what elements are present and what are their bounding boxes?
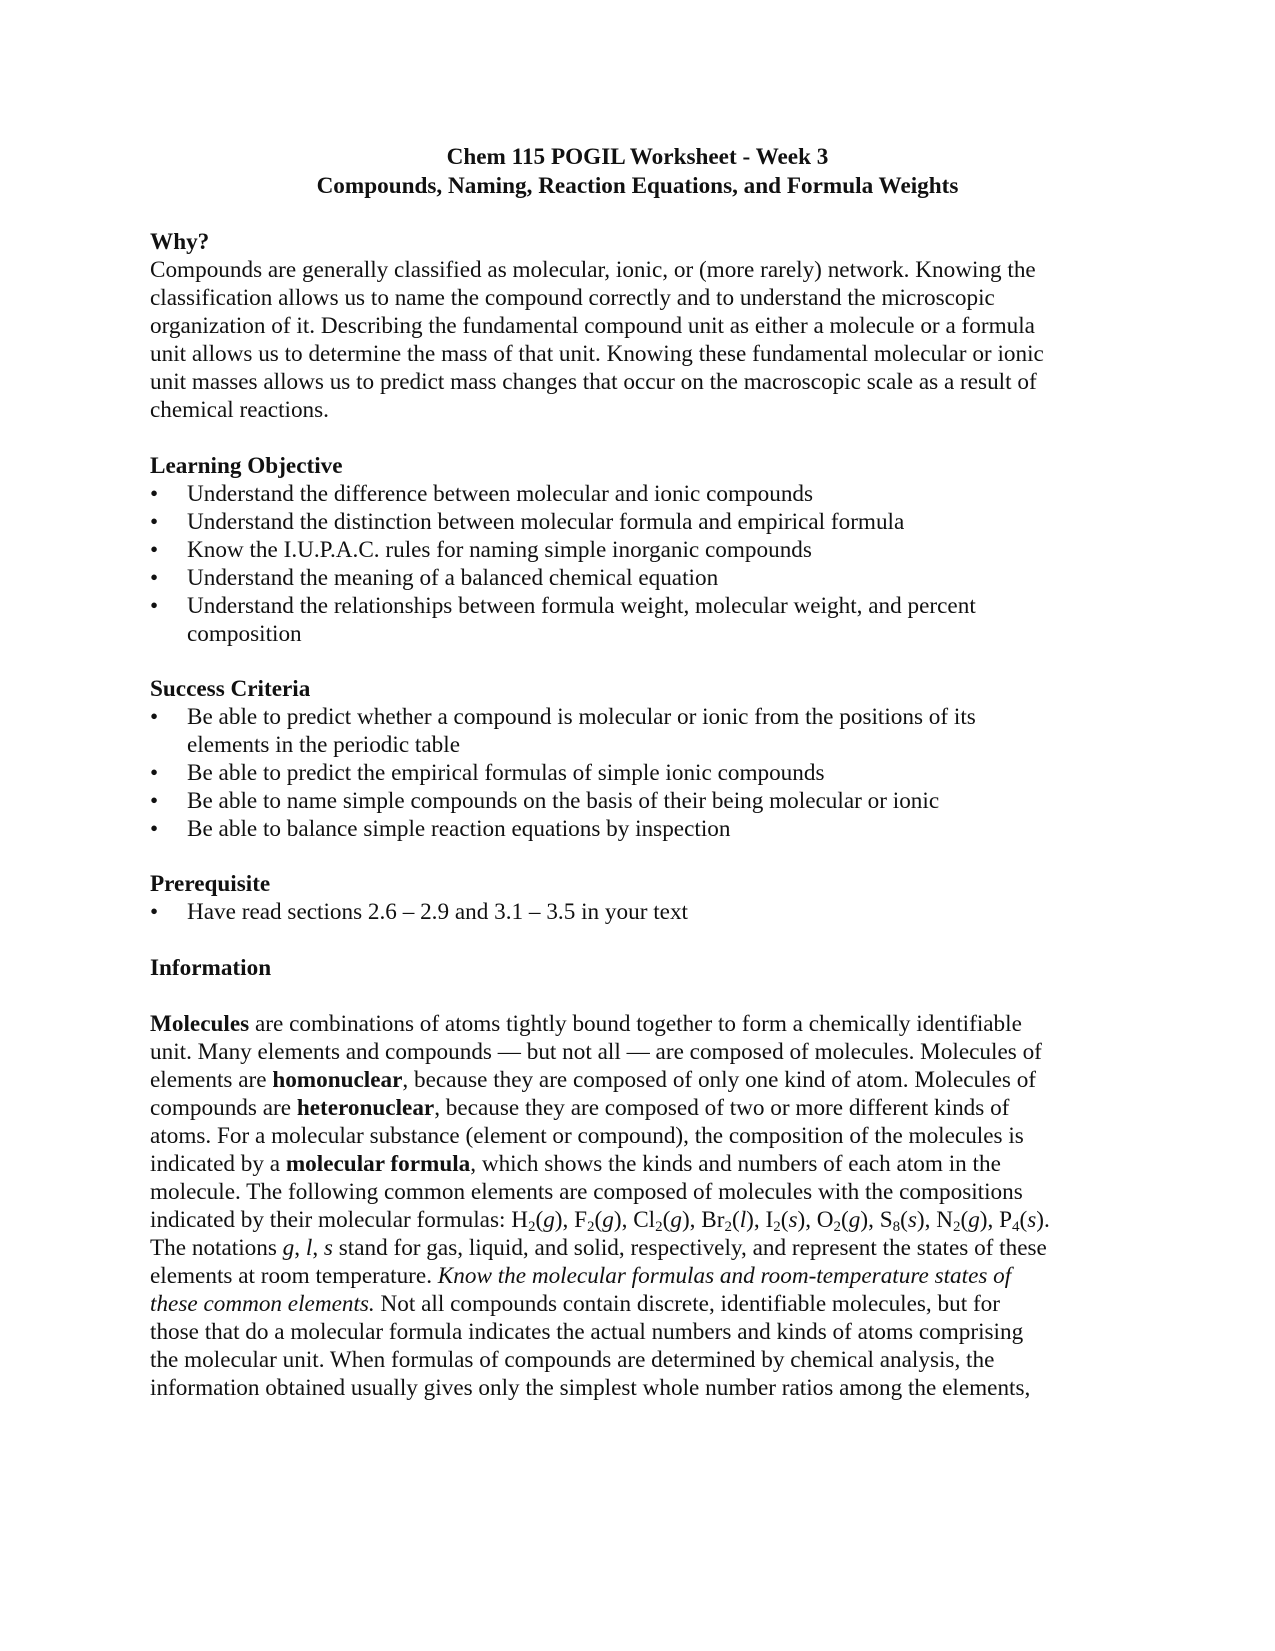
- bullet-icon: •: [150, 593, 159, 619]
- text-run: elements are: [150, 1067, 273, 1093]
- formula-subscript: 2: [773, 1219, 781, 1235]
- text-run: Not all compounds contain discrete, identifiable molecules, but for: [374, 1291, 1000, 1317]
- bullet-icon: •: [150, 760, 159, 786]
- section-heading-success-criteria: Success Criteria: [150, 676, 311, 702]
- formula-subscript: 2: [833, 1219, 842, 1235]
- paragraph-line: [150, 1234, 1047, 1263]
- chemical-formula: $Cl_2(g)$,: [633, 1207, 702, 1235]
- bullet-icon: •: [150, 704, 159, 730]
- formula-state: g: [543, 1207, 555, 1233]
- chemical-formula: $H_2(g)$,: [511, 1207, 575, 1235]
- formula-subscript: 4: [1012, 1219, 1020, 1235]
- section-heading-learning-objective: Learning Objective: [150, 453, 343, 479]
- formula-state: g: [848, 1207, 861, 1233]
- term-molecules: Molecules: [150, 1011, 250, 1037]
- bullet-icon: •: [150, 509, 159, 535]
- paragraph-line: the molecular unit. When formulas of compounds are determined by chemical analysis, the: [150, 1347, 995, 1373]
- formula-element: P: [999, 1207, 1013, 1233]
- paragraph-line: [150, 1066, 1036, 1095]
- state-l: l: [305, 1235, 313, 1261]
- bullet-icon: •: [150, 816, 159, 842]
- chemical-formula: $I_2(s)$,: [765, 1207, 817, 1235]
- why-line: classification allows us to name the compound correctly and to understand the microscopic: [150, 285, 995, 311]
- paragraph-line: atoms. For a molecular substance (element or compound), the composition of the molecules is: [150, 1123, 1024, 1149]
- emphasis-text: Know the molecular formulas and room-temperature states of: [437, 1263, 1012, 1289]
- emphasis-text: these common elements.: [150, 1291, 375, 1317]
- text-run: , because they are composed of only one kind of atom. Molecules of: [402, 1067, 1037, 1093]
- bullet-icon: •: [150, 481, 159, 507]
- text-run: , which shows the kinds and numbers of each atom in the: [470, 1151, 1001, 1177]
- text-run: indicated by their molecular formulas:: [150, 1207, 512, 1233]
- list-item-text: Understand the relationships between formula weight, molecular weight, and percent: [187, 593, 976, 619]
- formula-state: g: [968, 1207, 980, 1233]
- chemical-formula: $S_8(s)$,: [879, 1207, 937, 1235]
- text-run: indicated by a: [150, 1151, 286, 1177]
- list-item-text: Understand the meaning of a balanced chemical equation: [187, 565, 719, 591]
- list-item-text: Understand the difference between molecular and ionic compounds: [187, 481, 814, 507]
- term-homonuclear: homonuclear: [272, 1067, 403, 1093]
- formula-subscript: 2: [587, 1219, 595, 1235]
- list-item-text: Be able to predict the empirical formulas of simple ionic compounds: [187, 760, 825, 786]
- formula-state: s: [907, 1207, 917, 1233]
- bullet-icon: •: [150, 899, 159, 925]
- paragraph-line: [150, 1262, 1011, 1291]
- paragraph-line: [150, 1010, 1022, 1039]
- text-run: ,: [294, 1235, 306, 1261]
- text-run: compounds are: [150, 1095, 297, 1121]
- bullet-icon: •: [150, 565, 159, 591]
- formula-element: O: [816, 1207, 834, 1233]
- text-run: elements at room temperature.: [150, 1263, 438, 1289]
- list-item-text: Be able to predict whether a compound is molecular or ionic from the positions of its: [187, 704, 976, 730]
- formula-state: g: [602, 1207, 614, 1233]
- chemical-formula: $N_2(g)$,: [936, 1207, 1000, 1235]
- paragraph-line: [150, 1094, 1009, 1123]
- formula-subscript: 2: [724, 1219, 732, 1235]
- paragraph-line: molecule. The following common elements are composed of molecules with the compositions: [150, 1179, 1023, 1205]
- formula-subscript: 8: [892, 1219, 901, 1235]
- section-heading-information: Information: [150, 955, 272, 981]
- text-run: ,: [312, 1235, 324, 1261]
- list-item-text: Be able to balance simple reaction equations by inspection: [187, 816, 731, 842]
- formula-subscript: 2: [527, 1219, 536, 1235]
- state-g: g: [282, 1235, 295, 1261]
- formula-state: l: [739, 1207, 747, 1233]
- formula-subscript: 2: [952, 1219, 961, 1235]
- paragraph-line: [150, 1150, 1001, 1179]
- formula-state: g: [670, 1207, 682, 1233]
- why-line: organization of it. Describing the fundamental compound unit as either a molecule or a formula: [150, 313, 1035, 339]
- formula-element: I: [765, 1207, 774, 1233]
- why-line: Compounds are generally classified as molecular, ionic, or (more rarely) network. Knowing the: [150, 257, 1036, 283]
- formula-element: Br: [701, 1207, 725, 1233]
- formula-list: [511, 1207, 1050, 1233]
- formula-element: S: [879, 1207, 893, 1233]
- text-run: The notations: [150, 1235, 283, 1261]
- state-s: s: [323, 1235, 333, 1261]
- text-run: , because they are composed of two or more different kinds of: [434, 1095, 1010, 1121]
- paragraph-line: unit. Many elements and compounds — but not all — are composed of molecules. Molecules of: [150, 1039, 1042, 1065]
- formula-state: s: [1027, 1207, 1037, 1233]
- chemical-formula: $O_2(g)$,: [816, 1207, 880, 1235]
- chemical-formula: $Br_2(l)$,: [701, 1207, 766, 1235]
- list-item-text: Know the I.U.P.A.C. rules for naming simple inorganic compounds: [187, 537, 812, 563]
- paragraph-line: those that do a molecular formula indicates the actual numbers and kinds of atoms comprising: [150, 1319, 1024, 1345]
- text-run: are combinations of atoms tightly bound together to form a chemically identifiable: [249, 1011, 1022, 1037]
- chemical-formula: $P_4(s)$.: [999, 1207, 1050, 1235]
- list-item-text: Have read sections 2.6 – 2.9 and 3.1 – 3.5 in your text: [187, 899, 688, 925]
- bullet-icon: •: [150, 537, 159, 563]
- bullet-icon: •: [150, 788, 159, 814]
- list-item-text: Be able to name simple compounds on the basis of their being molecular or ionic: [187, 788, 940, 814]
- list-item-continuation: composition: [187, 621, 302, 647]
- paragraph-line: [150, 1206, 1050, 1235]
- why-line: unit allows us to determine the mass of that unit. Knowing these fundamental molecular or ionic: [150, 341, 1044, 367]
- formula-element: F: [574, 1207, 588, 1233]
- formula-element: N: [936, 1207, 953, 1233]
- term-molecular-formula: molecular formula: [285, 1151, 471, 1177]
- document-subtitle: Compounds, Naming, Reaction Equations, and Formula Weights: [316, 173, 959, 199]
- section-heading-prerequisite: Prerequisite: [150, 871, 271, 897]
- section-heading-why: Why?: [150, 229, 210, 255]
- document-title: Chem 115 POGIL Worksheet - Week 3: [446, 144, 829, 170]
- term-heteronuclear: heteronuclear: [296, 1095, 435, 1121]
- formula-state: s: [788, 1207, 798, 1233]
- chemical-formula: $F_2(g)$,: [574, 1207, 634, 1235]
- formula-element: Cl: [633, 1207, 656, 1233]
- paragraph-line: [150, 1290, 1000, 1319]
- formula-subscript: 2: [655, 1219, 663, 1235]
- why-line: chemical reactions.: [150, 397, 329, 423]
- paragraph-line: information obtained usually gives only the simplest whole number ratios among the elements,: [150, 1375, 1031, 1401]
- why-line: unit masses allows us to predict mass changes that occur on the macroscopic scale as a result of: [150, 369, 1037, 395]
- list-item-continuation: elements in the periodic table: [187, 732, 460, 758]
- list-item-text: Understand the distinction between molecular formula and empirical formula: [187, 509, 905, 535]
- formula-element: H: [511, 1207, 528, 1233]
- text-run: stand for gas, liquid, and solid, respectively, and represent the states of these: [332, 1235, 1047, 1261]
